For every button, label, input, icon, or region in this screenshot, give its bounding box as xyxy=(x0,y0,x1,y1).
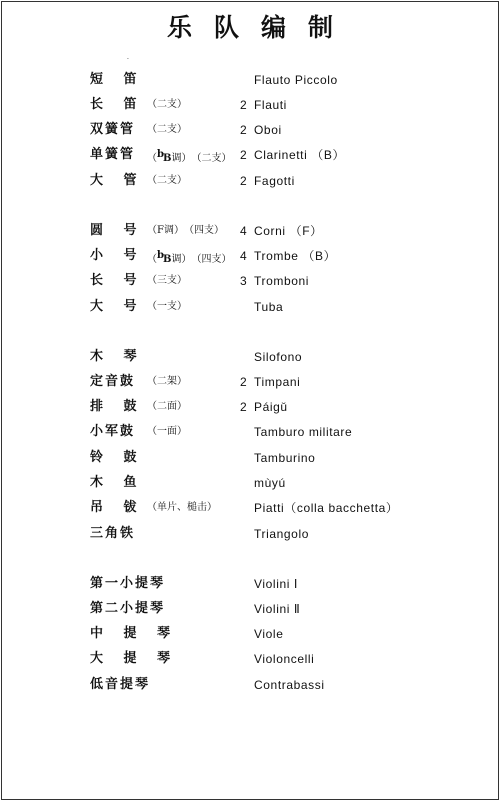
qualifier-text: 调） （二支） xyxy=(171,153,232,164)
instrument-name-it: Oboi xyxy=(254,123,282,137)
instrument-name-it: Viole xyxy=(254,627,284,641)
instrument-name-it: Trombe （B） xyxy=(254,249,337,263)
instrument-row xyxy=(0,372,500,392)
instrument-name-it: Silofono xyxy=(254,350,303,364)
instrument-count: 2 xyxy=(240,174,247,188)
instrument-row xyxy=(0,120,500,140)
instrument-qualifier: （二支） xyxy=(147,175,187,186)
instrument-name-cn: 长 笛 xyxy=(90,97,145,112)
instrument-row xyxy=(0,624,500,644)
instrument-row xyxy=(0,347,500,367)
instrument-name-cn: 圆 号 xyxy=(90,223,145,238)
page-title: 乐队编制 xyxy=(166,13,355,42)
instrument-name-it: Violini Ⅰ xyxy=(254,577,299,591)
instrument-row xyxy=(0,397,500,417)
instrument-name-cn: 第一小提琴 xyxy=(90,576,166,591)
instrument-name-cn: 小军鼓 xyxy=(90,424,136,439)
instrument-qualifier: （单片、槌击） xyxy=(147,502,217,513)
instrument-qualifier xyxy=(147,145,231,169)
qualifier-paren: （ xyxy=(147,153,157,164)
flat-sign: b xyxy=(157,149,164,160)
instrument-row xyxy=(0,524,500,544)
instrument-name-cn: 双簧管 xyxy=(90,122,136,137)
key-letter: B xyxy=(163,153,172,164)
instrument-count: 2 xyxy=(240,375,247,389)
instrument-qualifier: （三支） xyxy=(147,275,187,286)
instrument-name-it: Violoncelli xyxy=(254,652,315,666)
instrument-name-cn: 中 提 琴 xyxy=(90,626,179,641)
instrument-name-cn: 低音提琴 xyxy=(90,677,151,692)
instrument-name-it: Tuba xyxy=(254,300,284,314)
instrument-row xyxy=(0,145,500,165)
instrument-name-it: Flauti xyxy=(254,98,287,112)
instrument-name-cn: 小 号 xyxy=(90,248,145,263)
instrument-name-cn: 木 鱼 xyxy=(90,475,145,490)
instrument-row xyxy=(0,70,500,90)
instrument-row xyxy=(0,422,500,442)
instrument-qualifier: （一面） xyxy=(147,426,187,437)
instrument-name-cn: 短 笛 xyxy=(90,72,145,87)
instrument-row xyxy=(0,221,500,241)
instrument-row xyxy=(0,297,500,317)
instrument-name-cn: 第二小提琴 xyxy=(90,601,166,616)
instrument-row xyxy=(0,599,500,619)
instrument-name-it: Corni （F） xyxy=(254,224,323,238)
stray-mark: · xyxy=(127,56,129,63)
instrument-name-cn: 长 号 xyxy=(90,273,145,288)
instrument-row xyxy=(0,448,500,468)
instrument-name-cn: 定音鼓 xyxy=(90,374,136,389)
instrument-name-it: Flauto Piccolo xyxy=(254,73,338,87)
instrument-qualifier xyxy=(147,246,231,270)
instrument-qualifier: （二支） xyxy=(147,124,187,135)
instrument-row xyxy=(0,649,500,669)
instrument-row xyxy=(0,246,500,266)
instrument-name-cn: 三角铁 xyxy=(90,526,136,541)
flat-sign: b xyxy=(157,250,164,261)
instrument-row xyxy=(0,675,500,695)
qualifier-text: 调） （四支） xyxy=(171,254,232,265)
instrument-name-cn: 吊 钹 xyxy=(90,500,145,515)
instrument-name-it: Tromboni xyxy=(254,274,310,288)
instrument-name-cn: 排 鼓 xyxy=(90,399,145,414)
instrument-qualifier: （二架） xyxy=(147,376,187,387)
instrument-count: 3 xyxy=(240,274,247,288)
instrument-count: 2 xyxy=(240,148,247,162)
instrument-name-it: Tamburino xyxy=(254,451,316,465)
instrument-qualifier: （一支） xyxy=(147,301,187,312)
key-letter: B xyxy=(163,254,172,265)
instrument-row xyxy=(0,574,500,594)
instrument-name-cn: 大 号 xyxy=(90,299,145,314)
instrument-count: 4 xyxy=(240,224,247,238)
instrument-count: 2 xyxy=(240,123,247,137)
instrument-count: 4 xyxy=(240,249,247,263)
instrument-row xyxy=(0,95,500,115)
instrument-name-it: Contrabassi xyxy=(254,678,325,692)
instrument-row xyxy=(0,271,500,291)
instrument-name-cn: 单簧管 xyxy=(90,147,136,162)
instrument-name-it: Piatti（colla bacchetta） xyxy=(254,501,399,515)
instrument-row xyxy=(0,498,500,518)
instrument-name-it: Clarinetti （B） xyxy=(254,148,346,162)
instrument-count: 2 xyxy=(240,400,247,414)
instrument-qualifier: （二支） xyxy=(147,99,187,110)
instrument-name-it: Páigǔ xyxy=(254,400,288,414)
instrument-row xyxy=(0,171,500,191)
instrument-row xyxy=(0,473,500,493)
instrument-name-it: Fagotti xyxy=(254,174,295,188)
instrument-name-it: Violini Ⅱ xyxy=(254,602,301,616)
instrument-qualifier: （F调） （四支） xyxy=(147,225,224,236)
instrument-name-cn: 大 管 xyxy=(90,173,145,188)
instrument-name-cn: 大 提 琴 xyxy=(90,651,179,666)
instrument-count: 2 xyxy=(240,98,247,112)
instrument-name-cn: 木 琴 xyxy=(90,349,145,364)
instrument-name-it: Timpani xyxy=(254,375,301,389)
instrument-name-cn: 铃 鼓 xyxy=(90,450,145,465)
instrument-name-it: Triangolo xyxy=(254,527,309,541)
instrument-name-it: mùyú xyxy=(254,476,286,490)
qualifier-paren: （ xyxy=(147,254,157,265)
instrument-qualifier: （二面） xyxy=(147,401,187,412)
instrument-name-it: Tamburo militare xyxy=(254,425,353,439)
